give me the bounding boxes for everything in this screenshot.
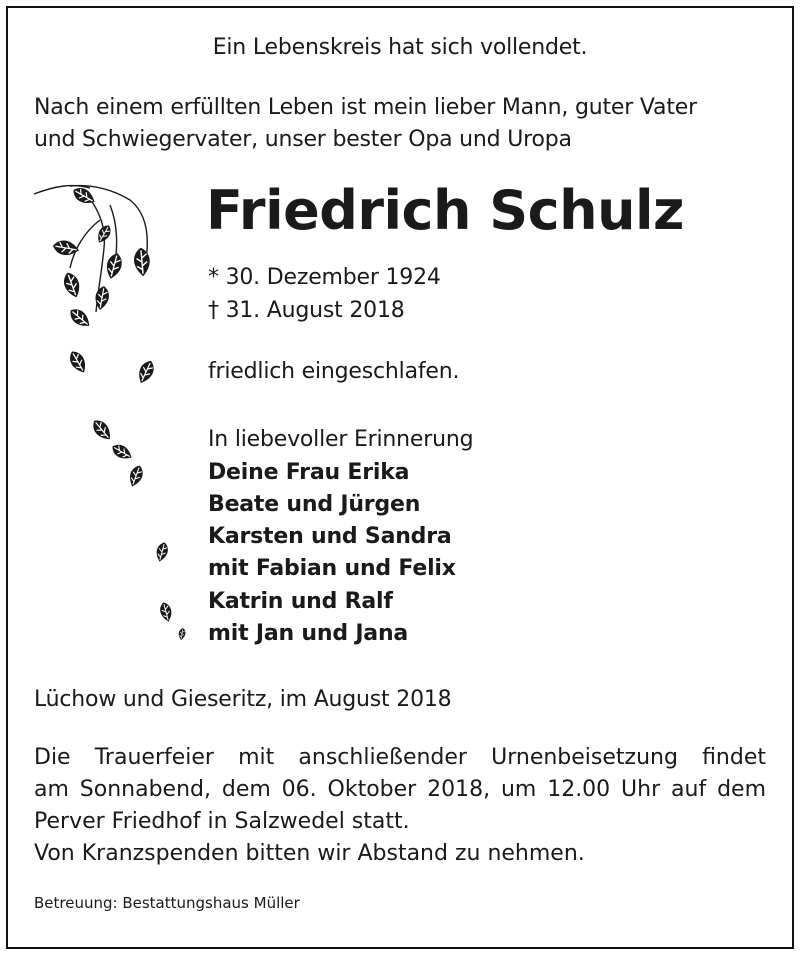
deceased-name: Friedrich Schulz <box>206 179 684 242</box>
intro-line-1: Nach einem erfüllten Leben ist mein lieber Mann, guter Vater <box>34 95 697 120</box>
mourner-name: Beate und Jürgen <box>208 492 421 517</box>
opening-line: Ein Lebenskreis hat sich vollendet. <box>212 35 588 60</box>
intro-line-2: und Schwiegervater, unser bester Opa und Uropa <box>34 127 572 152</box>
passing-note: friedlich eingeschlafen. <box>208 359 460 384</box>
mourner-name: Karsten und Sandra <box>208 524 452 549</box>
funeral-line: Die Trauerfeier mit anschließender Urnenbeisetzung findet <box>34 745 766 770</box>
mourner-name: mit Fabian und Felix <box>208 556 456 581</box>
mourner-name: Katrin und Ralf <box>208 589 393 614</box>
funeral-details <box>34 742 766 870</box>
undertaker-credit: Betreuung: Bestattungshaus Müller <box>34 894 300 912</box>
funeral-line: Perver Friedhof in Salzwedel statt. <box>34 809 410 834</box>
funeral-line: am Sonnabend, dem 06. Oktober 2018, um 12.00 Uhr auf dem <box>34 777 766 802</box>
place-date: Lüchow und Gieseritz, im August 2018 <box>34 687 452 712</box>
funeral-line: Von Kranzspenden bitten wir Abstand zu nehmen. <box>34 841 585 866</box>
death-date: † 31. August 2018 <box>208 298 405 323</box>
mourner-name: mit Jan und Jana <box>208 621 409 646</box>
mourners-intro: In liebevoller Erinnerung <box>208 427 474 452</box>
mourner-name: Deine Frau Erika <box>208 460 410 485</box>
birth-date: * 30. Dezember 1924 <box>208 265 441 290</box>
